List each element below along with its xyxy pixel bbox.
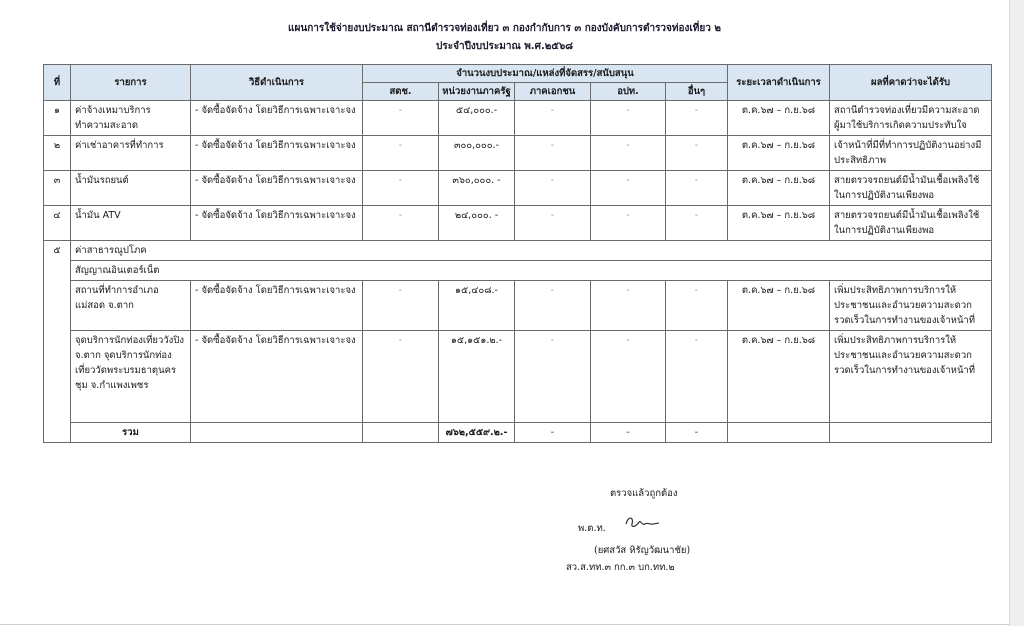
total-source-other: -	[666, 423, 728, 443]
total-period-empty	[728, 423, 830, 443]
row-period: ต.ค.๖๗ – ก.ย.๖๘	[728, 101, 830, 136]
row-no: ๔	[44, 206, 71, 241]
row-source-local: -	[591, 206, 666, 241]
signer-name: (ยศสวัส หิรัญวัฒนาชัย)	[594, 545, 691, 556]
row-source-private: -	[515, 136, 591, 171]
row-source-other: -	[666, 101, 728, 136]
header-source-private: ภาคเอกชน	[515, 83, 591, 101]
row-item: น้ำมันรถยนต์	[71, 171, 191, 206]
total-source-local: -	[591, 423, 666, 443]
row-source-government: ๒๔,๐๐๐. -	[439, 206, 515, 241]
total-method-empty	[191, 423, 363, 443]
row-result: เจ้าหน้าที่มีที่ทำการปฏิบัติงานอย่างมีประสิทธิภาพ	[830, 136, 992, 171]
table-row	[44, 261, 992, 281]
header-budget-group: จำนวนงบประมาณ/แหล่งที่จัดสรร/สนับสนุน	[363, 65, 728, 83]
row-period: ต.ค.๖๗ – ก.ย.๖๘	[728, 331, 830, 423]
header-source-police: สตช.	[363, 83, 439, 101]
row-source-police: -	[363, 136, 439, 171]
row-source-local: -	[591, 101, 666, 136]
row-source-other: -	[666, 331, 728, 423]
header-source-local: อปท.	[591, 83, 666, 101]
header-source-other: อื่นๆ	[666, 83, 728, 101]
document-subtitle: ประจำปีงบประมาณ พ.ศ.๒๕๖๘	[436, 41, 573, 52]
row-source-other: -	[666, 136, 728, 171]
document-title: แผนการใช้จ่ายงบประมาณ สถานีตำรวจท่องเที่ยว ๓ กองกำกับการ ๓ กองบังคับการตำรวจท่องเที่ยว ๒	[288, 23, 721, 34]
row-source-government: ๕๔,๐๐๐.-	[439, 101, 515, 136]
table-row	[44, 101, 992, 136]
handwritten-signature	[622, 512, 662, 532]
row-item: ค่าเช่าอาคารที่ทำการ	[71, 136, 191, 171]
row-method: - จัดซื้อจัดจ้าง โดยวิธีการเฉพาะเจาะจง	[191, 101, 363, 136]
row-source-police: -	[363, 331, 439, 423]
row-source-police: -	[363, 171, 439, 206]
row-result: สายตรวจรถยนต์มีน้ำมันเชื้อเพลิงใช้ในการปฏิบัติงานเพียงพอ	[830, 171, 992, 206]
row-method: - จัดซื้อจัดจ้าง โดยวิธีการเฉพาะเจาะจง	[191, 136, 363, 171]
row-source-local: -	[591, 171, 666, 206]
header-result: ผลที่คาดว่าจะได้รับ	[830, 65, 992, 101]
header-item: รายการ	[71, 65, 191, 101]
row-no: ๑	[44, 101, 71, 136]
row-method: - จัดซื้อจัดจ้าง โดยวิธีการเฉพาะเจาะจง	[191, 281, 363, 331]
row-source-private: -	[515, 281, 591, 331]
row-source-police: -	[363, 101, 439, 136]
row-source-police: -	[363, 281, 439, 331]
signer-position: สว.ส.ทท.๓ กก.๓ บก.ทท.๒	[566, 562, 675, 573]
row-source-police: -	[363, 206, 439, 241]
header-period: ระยะเวลาดำเนินการ	[728, 65, 830, 101]
row-item: ค่าจ้างเหมาบริการ ทำความสะอาด	[71, 101, 191, 136]
verified-note: ตรวจแล้วถูกต้อง	[610, 488, 678, 499]
table-row	[44, 171, 992, 206]
budget-table	[43, 64, 992, 443]
row-item: จุดบริการนักท่องเที่ยววังปิง จ.ตาก จุดบริการนักท่องเที่ยววัดพระบรมธาตุนครชุม จ.กำแพงเพชร	[71, 331, 191, 423]
header-source-government: หน่วยงานภาครัฐ	[439, 83, 515, 101]
header-no: ที่	[44, 65, 71, 101]
row-source-government: ๑๕,๑๕๑.๒.-	[439, 331, 515, 423]
row-source-private: -	[515, 331, 591, 423]
total-source-police-empty	[363, 423, 439, 443]
row-no: ๓	[44, 171, 71, 206]
row-item: สถานที่ทำการอำเภอแม่สอด จ.ตาก	[71, 281, 191, 331]
row-result: สายตรวจรถยนต์มีน้ำมันเชื้อเพลิงใช้ในการปฏิบัติงานเพียงพอ	[830, 206, 992, 241]
row-period: ต.ค.๖๗ – ก.ย.๖๘	[728, 136, 830, 171]
row-method: - จัดซื้อจัดจ้าง โดยวิธีการเฉพาะเจาะจง	[191, 331, 363, 423]
row-period: ต.ค.๖๗ – ก.ย.๖๘	[728, 171, 830, 206]
total-source-government: ๗๖๒,๕๕๙.๒.-	[439, 423, 515, 443]
row-source-other: -	[666, 171, 728, 206]
table-row	[44, 241, 992, 261]
total-source-private: -	[515, 423, 591, 443]
table-row	[44, 331, 992, 423]
table-row	[44, 136, 992, 171]
row-period: ต.ค.๖๗ – ก.ย.๖๘	[728, 281, 830, 331]
row-no: ๕	[44, 241, 71, 443]
row-source-local: -	[591, 331, 666, 423]
row-result: เพิ่มประสิทธิภาพการบริการให้ประชาชนและอำนวยความสะดวกรวดเร็วในการทำงานของเจ้าหน้าที่	[830, 331, 992, 423]
row-no: ๒	[44, 136, 71, 171]
row-item: น้ำมัน ATV	[71, 206, 191, 241]
row-method: - จัดซื้อจัดจ้าง โดยวิธีการเฉพาะเจาะจง	[191, 206, 363, 241]
row-source-local: -	[591, 136, 666, 171]
row-source-government: ๓๖๐,๐๐๐. -	[439, 171, 515, 206]
row-group-subheading: สัญญาณอินเตอร์เน็ต	[71, 261, 992, 281]
row-result: สถานีตำรวจท่องเที่ยวมีความสะอาด ผู้มาใช้บริการเกิดความประทับใจ	[830, 101, 992, 136]
row-source-local: -	[591, 281, 666, 331]
row-method: - จัดซื้อจัดจ้าง โดยวิธีการเฉพาะเจาะจง	[191, 171, 363, 206]
row-source-other: -	[666, 206, 728, 241]
row-source-government: ๑๕,๔๐๘.-	[439, 281, 515, 331]
row-source-private: -	[515, 171, 591, 206]
total-label: รวม	[71, 423, 191, 443]
row-source-private: -	[515, 101, 591, 136]
row-source-other: -	[666, 281, 728, 331]
signer-rank: พ.ต.ท.	[578, 523, 606, 534]
row-source-private: -	[515, 206, 591, 241]
table-row	[44, 206, 992, 241]
row-source-government: ๓๐๐,๐๐๐.-	[439, 136, 515, 171]
total-result-empty	[830, 423, 992, 443]
table-row	[44, 281, 992, 331]
vertical-scrollbar[interactable]	[1009, 0, 1024, 626]
header-method: วิธีดำเนินการ	[191, 65, 363, 101]
row-result: เพิ่มประสิทธิภาพการบริการให้ประชาชนและอำนวยความสะดวกรวดเร็วในการทำงานของเจ้าหน้าที่	[830, 281, 992, 331]
row-period: ต.ค.๖๗ – ก.ย.๖๘	[728, 206, 830, 241]
total-row	[44, 423, 992, 443]
row-group-heading: ค่าสาธารณูปโภค	[71, 241, 992, 261]
